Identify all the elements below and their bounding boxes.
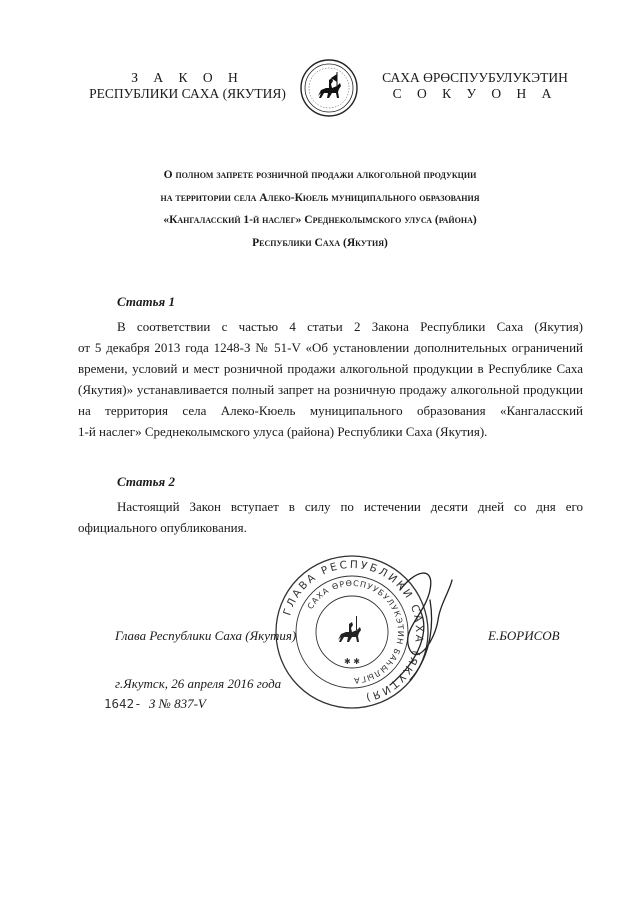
paragraph-line: от 5 декабря 2013 года 1248-З № 51-V «Об установлении дополнительных ограничений [78,340,583,355]
header-right-line2: С О К У О Н А [392,86,558,101]
paragraph-line: официального опубликования. [78,520,247,535]
signatory-name: Е.БОРИСОВ [488,628,560,643]
header-left [70,70,305,102]
article1-body [78,316,583,442]
title-line: Республики Саха (Якутия) [252,236,388,249]
title-line: О полном запрете розничной продажи алкогольной продукции [163,169,477,181]
law-number: З № 837-V [148,696,206,711]
header-right [360,70,590,102]
title-line: на территории села Алеко-Кюель муниципального образования [160,191,480,204]
paragraph-line: времени, условий и мест розничной продажи алкогольной продукции в Республике Саха [78,361,583,376]
signatory-role: Глава Республики Саха (Якутия) [115,628,297,643]
paragraph-line: 1-й наслег» Среднеколымского улуса (района) Республики Саха (Якутия). [78,424,488,439]
article2-heading: Статья 2 [117,474,175,489]
document-title [60,164,580,254]
header-left-line1: З А К О Н [131,70,244,85]
paragraph-line: В соответствии с частью 4 статьи 2 Закона Республики Саха (Якутия) [117,319,583,334]
place-and-date: г.Якутск, 26 апреля 2016 года [115,676,282,691]
coat-of-arms-emblem-icon [299,58,359,118]
svg-text:САХА ӨРӨСПУУБУЛУКЭТИН БАҺЫЛЫГА: САХА ӨРӨСПУУБУЛУКЭТИН БАҺЫЛЫГА [305,578,406,686]
svg-text:ГЛАВА РЕСПУБЛИКИ САХА (ЯКУТИЯ): ГЛАВА РЕСПУБЛИКИ САХА (ЯКУТИЯ) [281,558,426,704]
stamp-number: 1642- [104,696,142,711]
svg-text:✱ ✱: ✱ ✱ [344,657,360,666]
header-left-line2: РЕСПУБЛИКИ САХА (ЯКУТИЯ) [89,86,286,101]
handwritten-signature-icon [380,560,460,690]
paragraph-line: Настоящий Закон вступает в силу по истечении десяти дней со дня его [117,499,583,514]
article2-body [78,496,583,538]
paragraph-line: (Якутия)» устанавливается полный запрет на розничную продажу алкогольной продукции [78,382,583,397]
header-right-line1: САХА ӨРӨСПУУБУЛУКЭТИН [382,70,568,85]
article1-heading: Статья 1 [117,294,175,309]
registration-number [104,696,206,712]
paragraph-line: на территория села Алеко-Кюель муниципального образования «Кангаласский [78,403,583,418]
title-line: «Кангаласский 1-й наслег» Среднеколымского улуса (района) [163,214,477,226]
